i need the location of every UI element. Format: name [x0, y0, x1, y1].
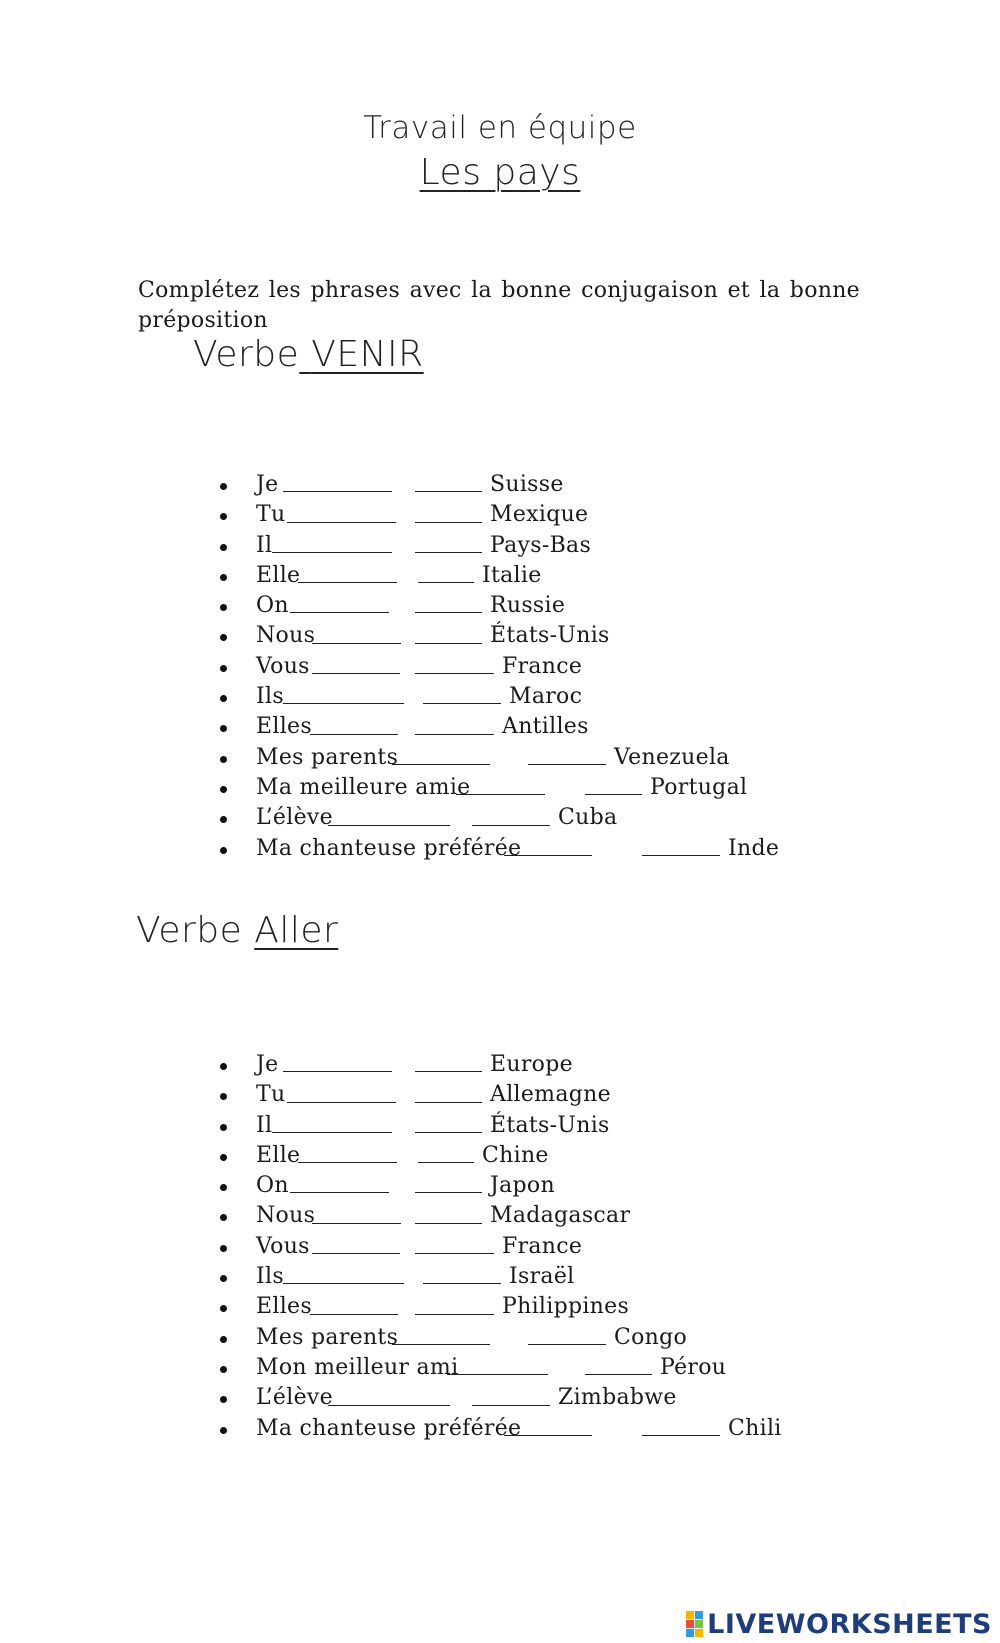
bullet-icon: [220, 695, 227, 702]
conjugation-blank[interactable]: [328, 1405, 450, 1406]
country-text: Europe: [490, 1052, 573, 1077]
country-text: Antilles: [502, 714, 589, 740]
conjugation-blank[interactable]: [287, 1102, 396, 1103]
subject-text: Ma chanteuse préférée: [256, 835, 522, 861]
bullet-icon: [220, 725, 227, 732]
conjugation-blank[interactable]: [456, 794, 545, 795]
country-text: Chili: [728, 1415, 782, 1441]
country-text: Portugal: [650, 774, 748, 800]
bullet-icon: [220, 483, 227, 490]
bullet-icon: [220, 574, 227, 581]
bullet-icon: [220, 1336, 227, 1343]
preposition-blank[interactable]: [472, 1405, 550, 1406]
preposition-blank[interactable]: [585, 1374, 652, 1375]
instructions: Complétez les phrases avec la bonne conjugaison et la bonne préposition: [138, 278, 860, 333]
conjugation-blank[interactable]: [312, 673, 400, 674]
bullet-icon: [220, 786, 227, 793]
preposition-blank[interactable]: [472, 825, 550, 826]
preposition-blank[interactable]: [415, 522, 482, 523]
bullet-icon: [220, 544, 227, 551]
preposition-blank[interactable]: [415, 1132, 482, 1133]
liveworksheets-logo: [686, 1609, 992, 1639]
bullet-icon: [220, 1154, 227, 1161]
brand-name: LIVEWORKSHEETS: [707, 1608, 992, 1640]
preposition-blank[interactable]: [415, 612, 482, 613]
subject-text: Elles: [256, 1294, 312, 1320]
country-text: Madagascar: [490, 1203, 631, 1229]
preposition-blank[interactable]: [415, 491, 482, 492]
country-text: Japon: [490, 1173, 555, 1199]
conjugation-blank[interactable]: [283, 703, 404, 704]
conjugation-blank[interactable]: [310, 1314, 398, 1315]
country-text: Inde: [728, 835, 780, 861]
preposition-blank[interactable]: [415, 1071, 482, 1072]
subject-text: Tu: [256, 502, 286, 528]
conjugation-blank[interactable]: [298, 582, 397, 583]
subject-text: On: [256, 1173, 289, 1199]
preposition-blank[interactable]: [415, 1102, 482, 1103]
subject-text: Elles: [256, 714, 312, 740]
bullet-icon: [220, 665, 227, 672]
subject-text: Mes parents: [256, 744, 399, 770]
conjugation-blank[interactable]: [298, 1162, 397, 1163]
bullet-icon: [220, 1275, 227, 1282]
conjugation-blank[interactable]: [283, 491, 392, 492]
preposition-blank[interactable]: [415, 552, 482, 553]
country-text: Mexique: [490, 502, 589, 528]
heading-verb: VENIR: [311, 334, 424, 375]
bullet-icon: [220, 816, 227, 823]
preposition-blank[interactable]: [415, 1192, 482, 1193]
subject-text: On: [256, 593, 289, 619]
country-text: Israël: [509, 1264, 575, 1290]
country-text: Russie: [490, 593, 566, 619]
conjugation-blank[interactable]: [312, 1223, 401, 1224]
country-text: Pays-Bas: [490, 532, 592, 558]
conjugation-blank[interactable]: [392, 1344, 490, 1345]
worksheet-title: Travail en équipe: [363, 110, 637, 146]
subject-text: Je: [256, 1052, 279, 1077]
subject-text: L’élève: [256, 805, 333, 831]
country-text: États-Unis: [490, 623, 610, 649]
preposition-blank[interactable]: [415, 1314, 494, 1315]
conjugation-blank[interactable]: [504, 855, 592, 856]
bullet-icon: [220, 1214, 227, 1221]
subject-text: Vous: [256, 653, 310, 679]
subject-text: Elle: [256, 562, 301, 588]
subject-text: Ils: [256, 1264, 284, 1290]
heading-prefix: Verbe: [136, 910, 243, 951]
country-text: États-Unis: [490, 1112, 610, 1138]
country-text: Cuba: [558, 805, 618, 831]
bullet-icon: [220, 1427, 227, 1434]
subject-text: L’élève: [256, 1385, 333, 1411]
country-text: Congo: [614, 1324, 688, 1350]
conjugation-blank[interactable]: [392, 764, 490, 765]
subject-text: Elle: [256, 1142, 301, 1168]
preposition-blank[interactable]: [418, 582, 474, 583]
bullet-icon: [220, 1124, 227, 1131]
conjugation-blank[interactable]: [504, 1435, 592, 1436]
preposition-blank[interactable]: [585, 794, 642, 795]
bullet-icon: [220, 1396, 227, 1403]
conjugation-blank[interactable]: [290, 1192, 389, 1193]
subject-text: Tu: [256, 1082, 286, 1108]
subject-text: Mes parents: [256, 1324, 399, 1350]
bullet-icon: [220, 513, 227, 520]
preposition-blank[interactable]: [642, 855, 720, 856]
preposition-blank[interactable]: [415, 1223, 482, 1224]
subject-text: Il: [256, 532, 273, 558]
subject-text: Ma chanteuse préférée: [256, 1415, 522, 1441]
country-text: Zimbabwe: [558, 1385, 677, 1411]
heading-verb: Aller: [254, 910, 339, 951]
bullet-icon: [220, 1305, 227, 1312]
conjugation-blank[interactable]: [312, 643, 401, 644]
bullet-icon: [220, 847, 227, 854]
conjugation-blank[interactable]: [310, 734, 398, 735]
country-text: Italie: [482, 562, 542, 588]
preposition-blank[interactable]: [528, 1344, 606, 1345]
worksheet-subtitle: Les pays: [419, 152, 581, 193]
country-text: Suisse: [490, 472, 564, 497]
preposition-blank[interactable]: [415, 643, 482, 644]
conjugation-blank[interactable]: [447, 1374, 548, 1375]
preposition-blank[interactable]: [423, 703, 501, 704]
subject-text: Il: [256, 1112, 273, 1138]
bullet-icon: [220, 1184, 227, 1191]
heading-prefix: Verbe: [193, 334, 300, 375]
subject-text: Je: [256, 472, 279, 497]
bullet-icon: [220, 1093, 227, 1100]
country-text: France: [502, 1233, 583, 1259]
preposition-blank[interactable]: [415, 1253, 494, 1254]
section-heading-venir: [193, 334, 424, 375]
conjugation-blank[interactable]: [283, 1071, 392, 1072]
country-text: France: [502, 653, 583, 679]
conjugation-blank[interactable]: [312, 1253, 400, 1254]
country-text: Venezuela: [614, 744, 730, 770]
section-heading-aller: [136, 910, 338, 951]
bullet-icon: [220, 756, 227, 763]
bullet-icon: [220, 1366, 227, 1373]
subject-text: Nous: [256, 623, 316, 649]
conjugation-blank[interactable]: [328, 825, 450, 826]
bullet-icon: [220, 604, 227, 611]
bullet-icon: [220, 1245, 227, 1252]
preposition-blank[interactable]: [642, 1435, 720, 1436]
bullet-icon: [220, 634, 227, 641]
preposition-blank[interactable]: [418, 1162, 474, 1163]
preposition-blank[interactable]: [415, 734, 494, 735]
conjugation-blank[interactable]: [287, 522, 396, 523]
country-text: Pérou: [660, 1354, 727, 1380]
country-text: Maroc: [509, 684, 583, 710]
conjugation-blank[interactable]: [272, 552, 392, 553]
preposition-blank[interactable]: [415, 673, 494, 674]
conjugation-blank[interactable]: [272, 1132, 392, 1133]
country-text: Philippines: [502, 1294, 630, 1320]
subject-text: Ils: [256, 684, 284, 710]
subject-text: Nous: [256, 1203, 316, 1229]
conjugation-blank[interactable]: [290, 612, 389, 613]
subject-text: Mon meilleur ami: [256, 1354, 459, 1380]
logo-mark-icon: [686, 1611, 703, 1637]
conjugation-blank[interactable]: [283, 1283, 404, 1284]
country-text: Allemagne: [490, 1082, 611, 1108]
country-text: Chine: [482, 1142, 549, 1168]
preposition-blank[interactable]: [423, 1283, 501, 1284]
bullet-icon: [220, 1063, 227, 1070]
subject-text: Ma meilleure amie: [256, 774, 471, 800]
preposition-blank[interactable]: [528, 764, 606, 765]
subject-text: Vous: [256, 1233, 310, 1259]
